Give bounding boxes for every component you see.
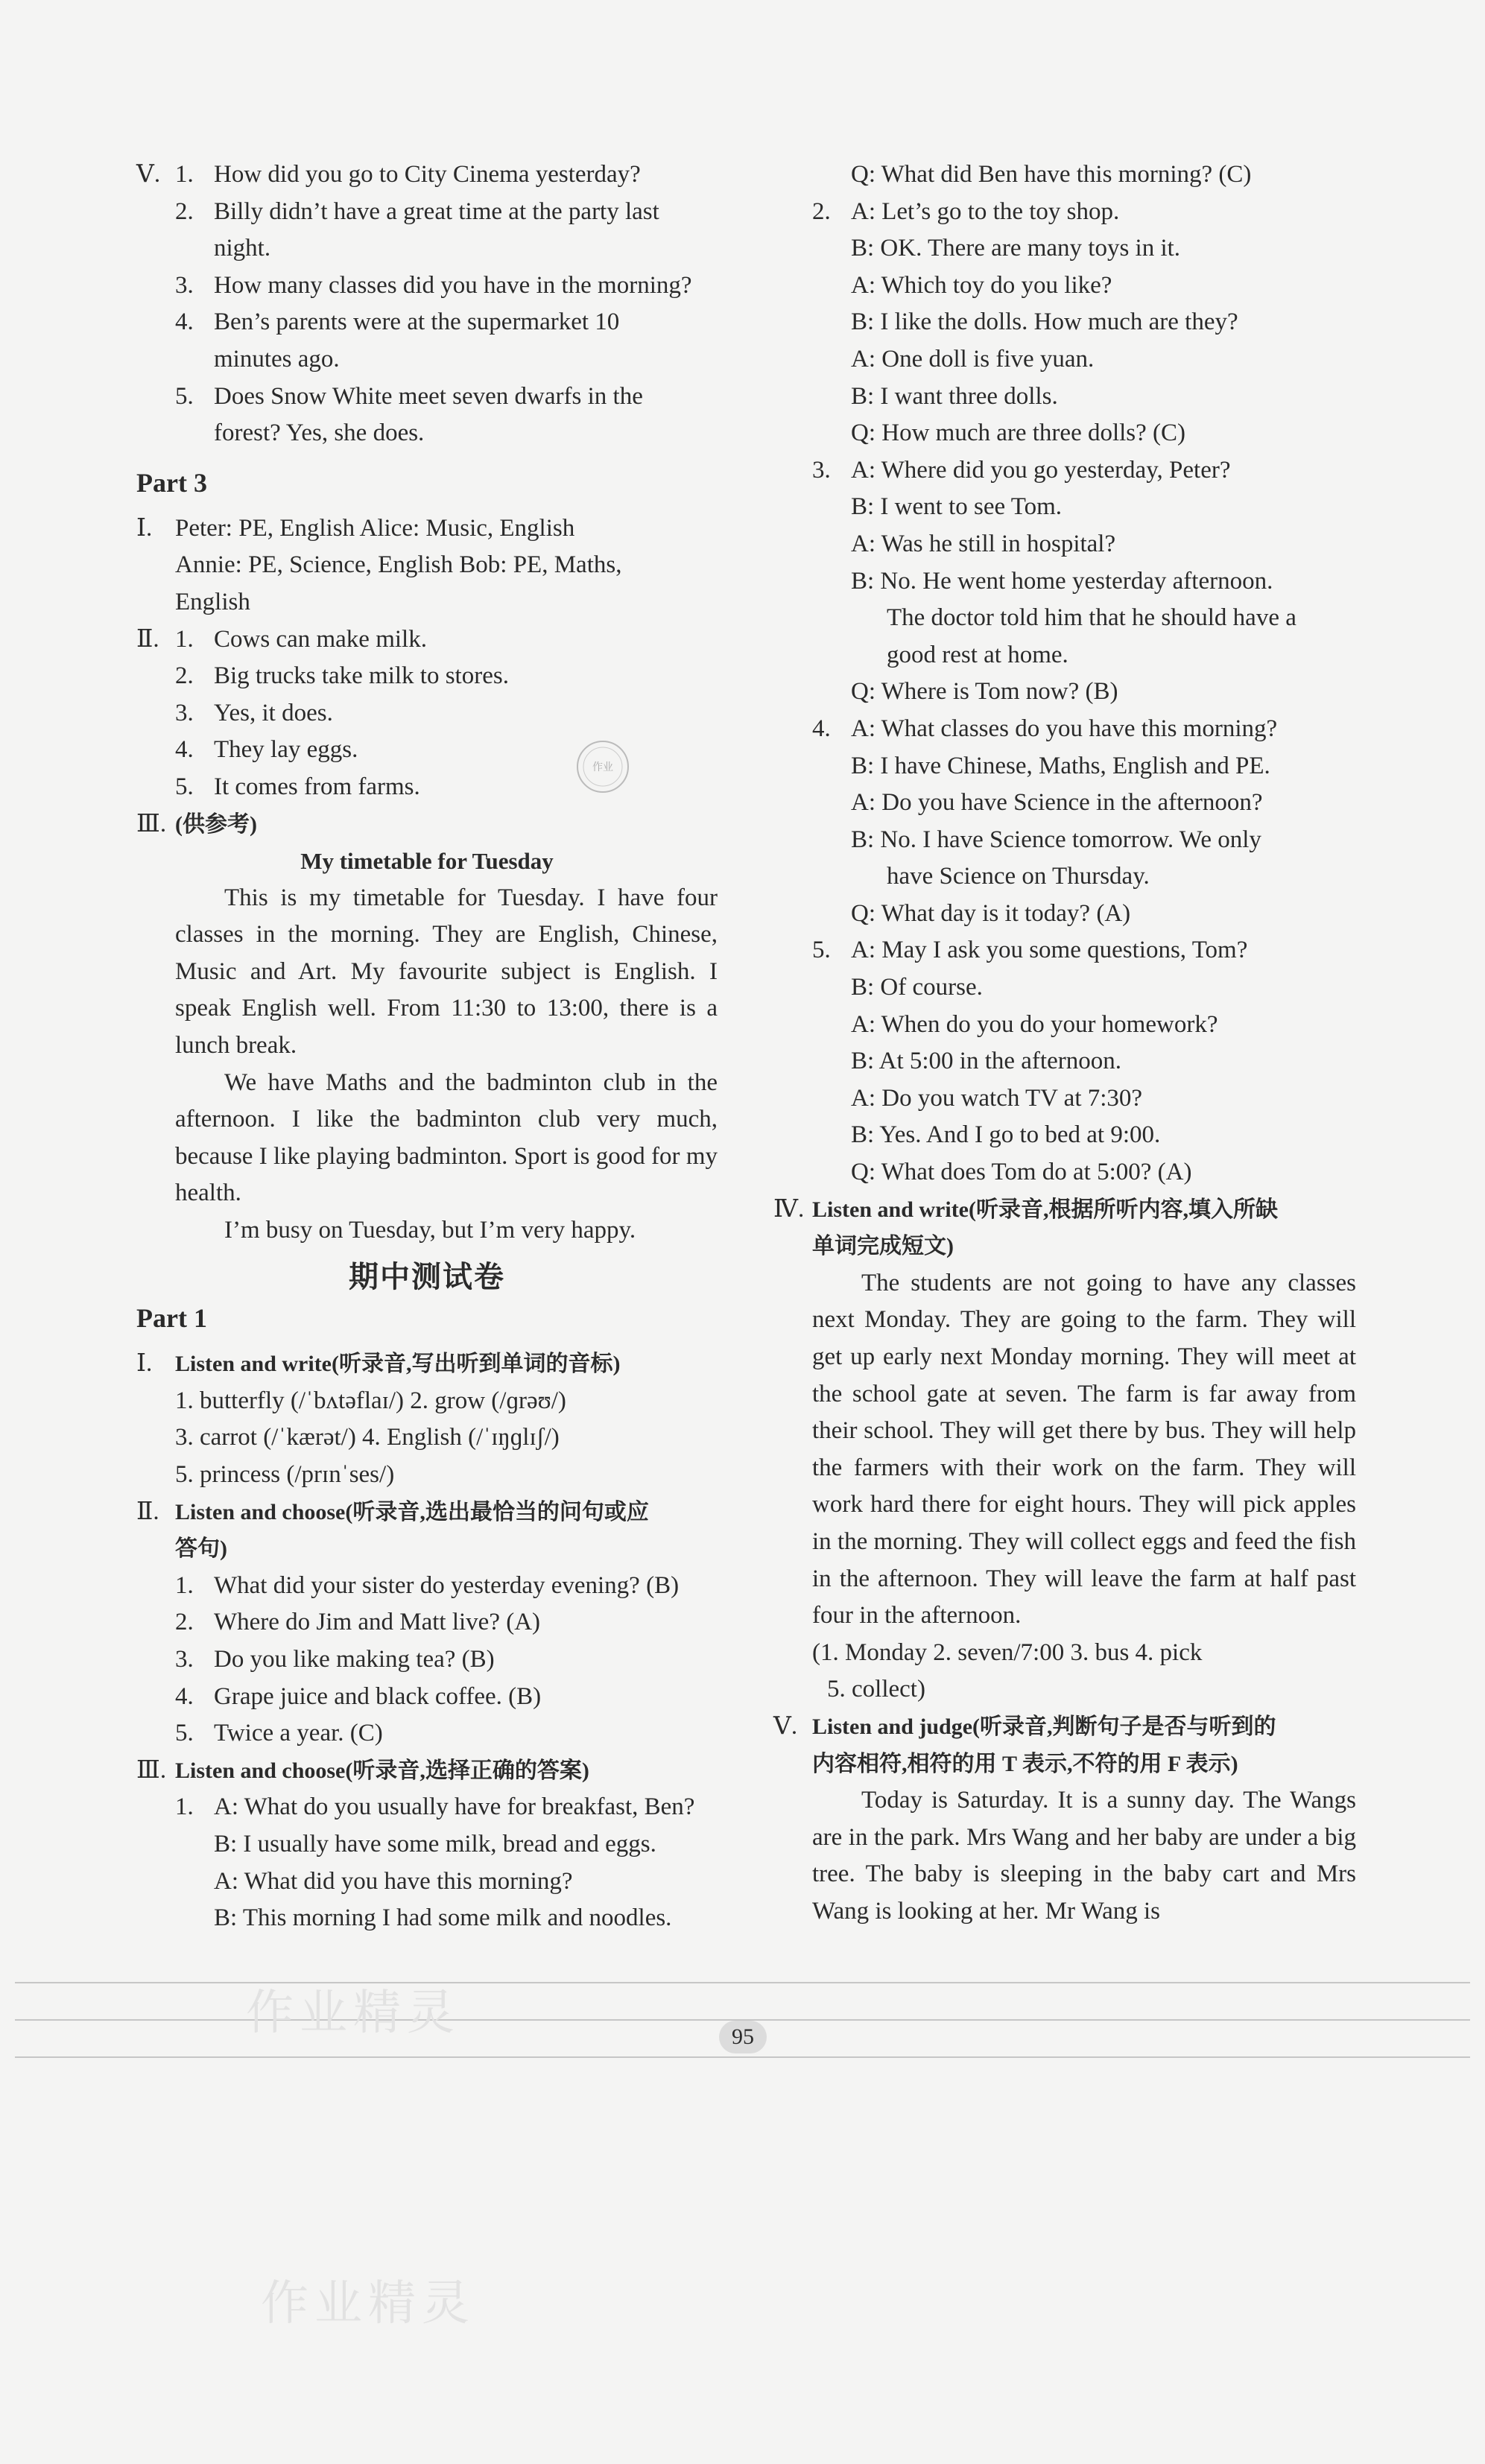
left-column xyxy=(136,156,718,1937)
footer-rule-bottom xyxy=(15,2056,1470,2058)
watermark: 作业精灵 xyxy=(261,2276,475,2331)
essay-title: My timetable for Tuesday xyxy=(300,848,554,875)
dialogue-2: 2. A: Let’s go to the toy shop. B: OK. There are many toys in it. A: Which toy do you like? B: I like the dolls. How much are they? A: One doll is five yuan. B: I want three dolls. Q: How much are three dolls? (C) xyxy=(812,197,1238,447)
right-column xyxy=(773,156,1356,1931)
watermark: 作业精灵 xyxy=(246,1986,460,2041)
section-v-item-2: 2. Billy didn’t have a great time at the party last xyxy=(175,197,659,225)
part-3-title: Part 3 xyxy=(136,467,207,498)
list-item: 3. Do you like making tea? (B) xyxy=(175,1645,495,1673)
section-v xyxy=(136,156,718,452)
passage-v: Today is Saturday. It is a sunny day. The Wangs are in the park. Mrs Wang and her baby are under a big tree. The baby is sleeping in the baby cart and Mrs Wang is looking at her. Mr Wang is xyxy=(812,1787,1356,1925)
dialogue-line: A: What did you have this morning? xyxy=(214,1867,573,1895)
list-item: 5. It comes from farms. xyxy=(175,773,420,800)
section-v-item-4: 4. Ben’s parents were at the supermarket 10 xyxy=(175,308,620,336)
part-1-title: Part 1 xyxy=(136,1303,207,1334)
list-item: 2. Big trucks take milk to stores. xyxy=(175,662,509,690)
midterm-section-i: Ⅰ. Listen and write(听录音,写出听到单词的音标) 1. butterfly (/ˈbʌtəflaɪ/) 2. grow (/ɡrəʊ/) 3. carrot (/ˈkærət/) 4. English (/ˈɪŋɡlɪʃ/) 5. princess (/prɪnˈses/) xyxy=(136,1350,621,1488)
section-v-item-4-cont: minutes ago. xyxy=(214,345,340,373)
list-item: 5. Twice a year. (C) xyxy=(175,1720,383,1747)
essay-paragraph-3: I’m busy on Tuesday, but I’m very happy. xyxy=(224,1217,636,1244)
essay-paragraph-2: We have Maths and the badminton club in the afternoon. I like the badminton club very much, because I like playing badminton. Sport is good for my health. xyxy=(175,1068,718,1207)
list-item: 2. Where do Jim and Matt live? (A) xyxy=(175,1609,541,1636)
section-iv: Ⅳ. Listen and write(听录音,根据所听内容,填入所缺 单词完成短文) The students are not going to have any classes next Monday. They are going to the farm. They will get up early next Monday morning. They will meet at the school gate at seven. The farm is far away from their school. They will get there by bus. They will help the farmers with their work on the farm. They will work hard there for eight hours. They will pick apples in the morning. They will collect eggs and feed the fish in the afternoon. They will leave the farm at half past four in the afternoon. (1. Monday 2. seven/7:00 3. bus 4. pick 5. collect) xyxy=(773,1195,1356,1703)
dialogue-3: 3. A: Where did you go yesterday, Peter? B: I went to see Tom. A: Was he still in hospital? B: No. He went home yesterday afternoon. The doctor told him that he should have a good rest at home. Q: Where is Tom now? (B) xyxy=(812,456,1296,706)
section-v-item-5: 5. Does Snow White meet seven dwarfs in the xyxy=(175,382,643,410)
section-v-item-5-cont: forest? Yes, she does. xyxy=(214,419,425,447)
part3-section-i: Ⅰ. Peter: PE, English Alice: Music, English Annie: PE, Science, English Bob: PE, Maths, English xyxy=(136,510,718,621)
dialogue-line: B: This morning I had some milk and noodles. xyxy=(214,1904,672,1932)
list-item: Ⅱ. 1. Cows can make milk. xyxy=(136,625,427,653)
list-item: 4. Grape juice and black coffee. (B) xyxy=(175,1682,542,1710)
svg-text:作业: 作业 xyxy=(592,761,613,773)
answers-iv: (1. Monday 2. seven/7:00 3. bus 4. pick xyxy=(812,1638,1203,1666)
section-v-item-1: Ⅴ. 1. How did you go to City Cinema yesterday? xyxy=(136,161,641,188)
list-item: 1. What did your sister do yesterday evening? (B) xyxy=(175,1571,680,1599)
question-line: Q: What did Ben have this morning? (C) xyxy=(851,161,1252,188)
section-v-right: Ⅴ. Listen and judge(听录音,判断句子是否与听到的 内容相符,相符的用 T 表示,不符的用 F 表示) Today is Saturday. It is a sunny day. The Wangs are in the park. Mrs Wang and her baby are under a big tree. The baby is sleeping in the baby cart and Mrs Wang is looking at her. Mr Wang is xyxy=(773,1708,1356,1931)
page-number: 95 xyxy=(719,2021,767,2053)
dialogue-4: 4. A: What classes do you have this morning? B: I have Chinese, Maths, English and PE. A: Do you have Science in the afternoon? B: No. I have Science tomorrow. We only have Science on Thursday. Q: What day is it today? (A) xyxy=(812,715,1278,927)
midterm-section-iii: Ⅲ. Listen and choose(听录音,选择正确的答案) 1. A: What do you usually have for breakfast, Ben? B: I usually have some milk, bread and eggs. A: What did you have this morning? B: This morning I had some milk and noodles. xyxy=(136,1752,718,1937)
part3-section-iii: Ⅲ. (供参考) My timetable for Tuesday This is my timetable for Tuesday. I have four classes in the morning. They are English, Chinese, Music and Art. My favourite subject is English. I speak English well. From 11:30 to 13:00, there is a lunch break. We have Maths and the badminton club in the afternoon. I like the badminton club very much, because I like playing badminton. Sport is good for my health. I’m busy on Tuesday, but I’m very happy. xyxy=(136,806,718,1250)
footer-rule-top xyxy=(15,1982,1470,1983)
essay-paragraph-1: This is my timetable for Tuesday. I have four classes in the morning. They are English, Chinese, Music and Art. My favourite subject is English. I speak English well. From 11:30 to 13:00, there is a lunch break. xyxy=(175,884,718,1060)
midterm-title: 期中测试卷 xyxy=(349,1259,505,1293)
stamp-icon xyxy=(574,738,632,796)
dialogue-line: 1. A: What do you usually have for breakfast, Ben? xyxy=(175,1793,695,1821)
roman-i: Ⅰ. xyxy=(136,514,153,542)
dialogue-line: B: I usually have some milk, bread and eggs. xyxy=(214,1830,656,1857)
section-v-item-3: 3. How many classes did you have in the morning? xyxy=(175,271,692,299)
passage-iv: The students are not going to have any classes next Monday. They are going to the farm. They will get up early next Monday morning. They will meet at the school gate at seven. The farm is far away from their school. They will get there by bus. They will help the farmers with their work on the farm. They will work hard there for eight hours. They will pick apples in the morning. They will collect eggs and feed the fish in the afternoon. They will leave the farm at half past four in the afternoon. xyxy=(812,1269,1356,1630)
midterm-section-ii: Ⅱ. Listen and choose(听录音,选出最恰当的问句或应 答句) 1. What did your sister do yesterday evening? (B) 2. Where do Jim and Matt live? (A) 3. Do you like making tea? (B) 4. Grape juice and black coffee. (B) 5. Twice a year. (C) xyxy=(136,1494,718,1752)
list-item: 3. Yes, it does. xyxy=(175,699,333,726)
section-v-item-2-cont: night. xyxy=(214,235,271,262)
list-item: 4. They lay eggs. xyxy=(175,736,358,764)
dialogue-5: 5. A: May I ask you some questions, Tom? B: Of course. A: When do you do your homework? B: At 5:00 in the afternoon. A: Do you watch TV at 7:30? B: Yes. And I go to bed at 9:00. Q: What does Tom do at 5:00? (A) xyxy=(812,937,1248,1186)
